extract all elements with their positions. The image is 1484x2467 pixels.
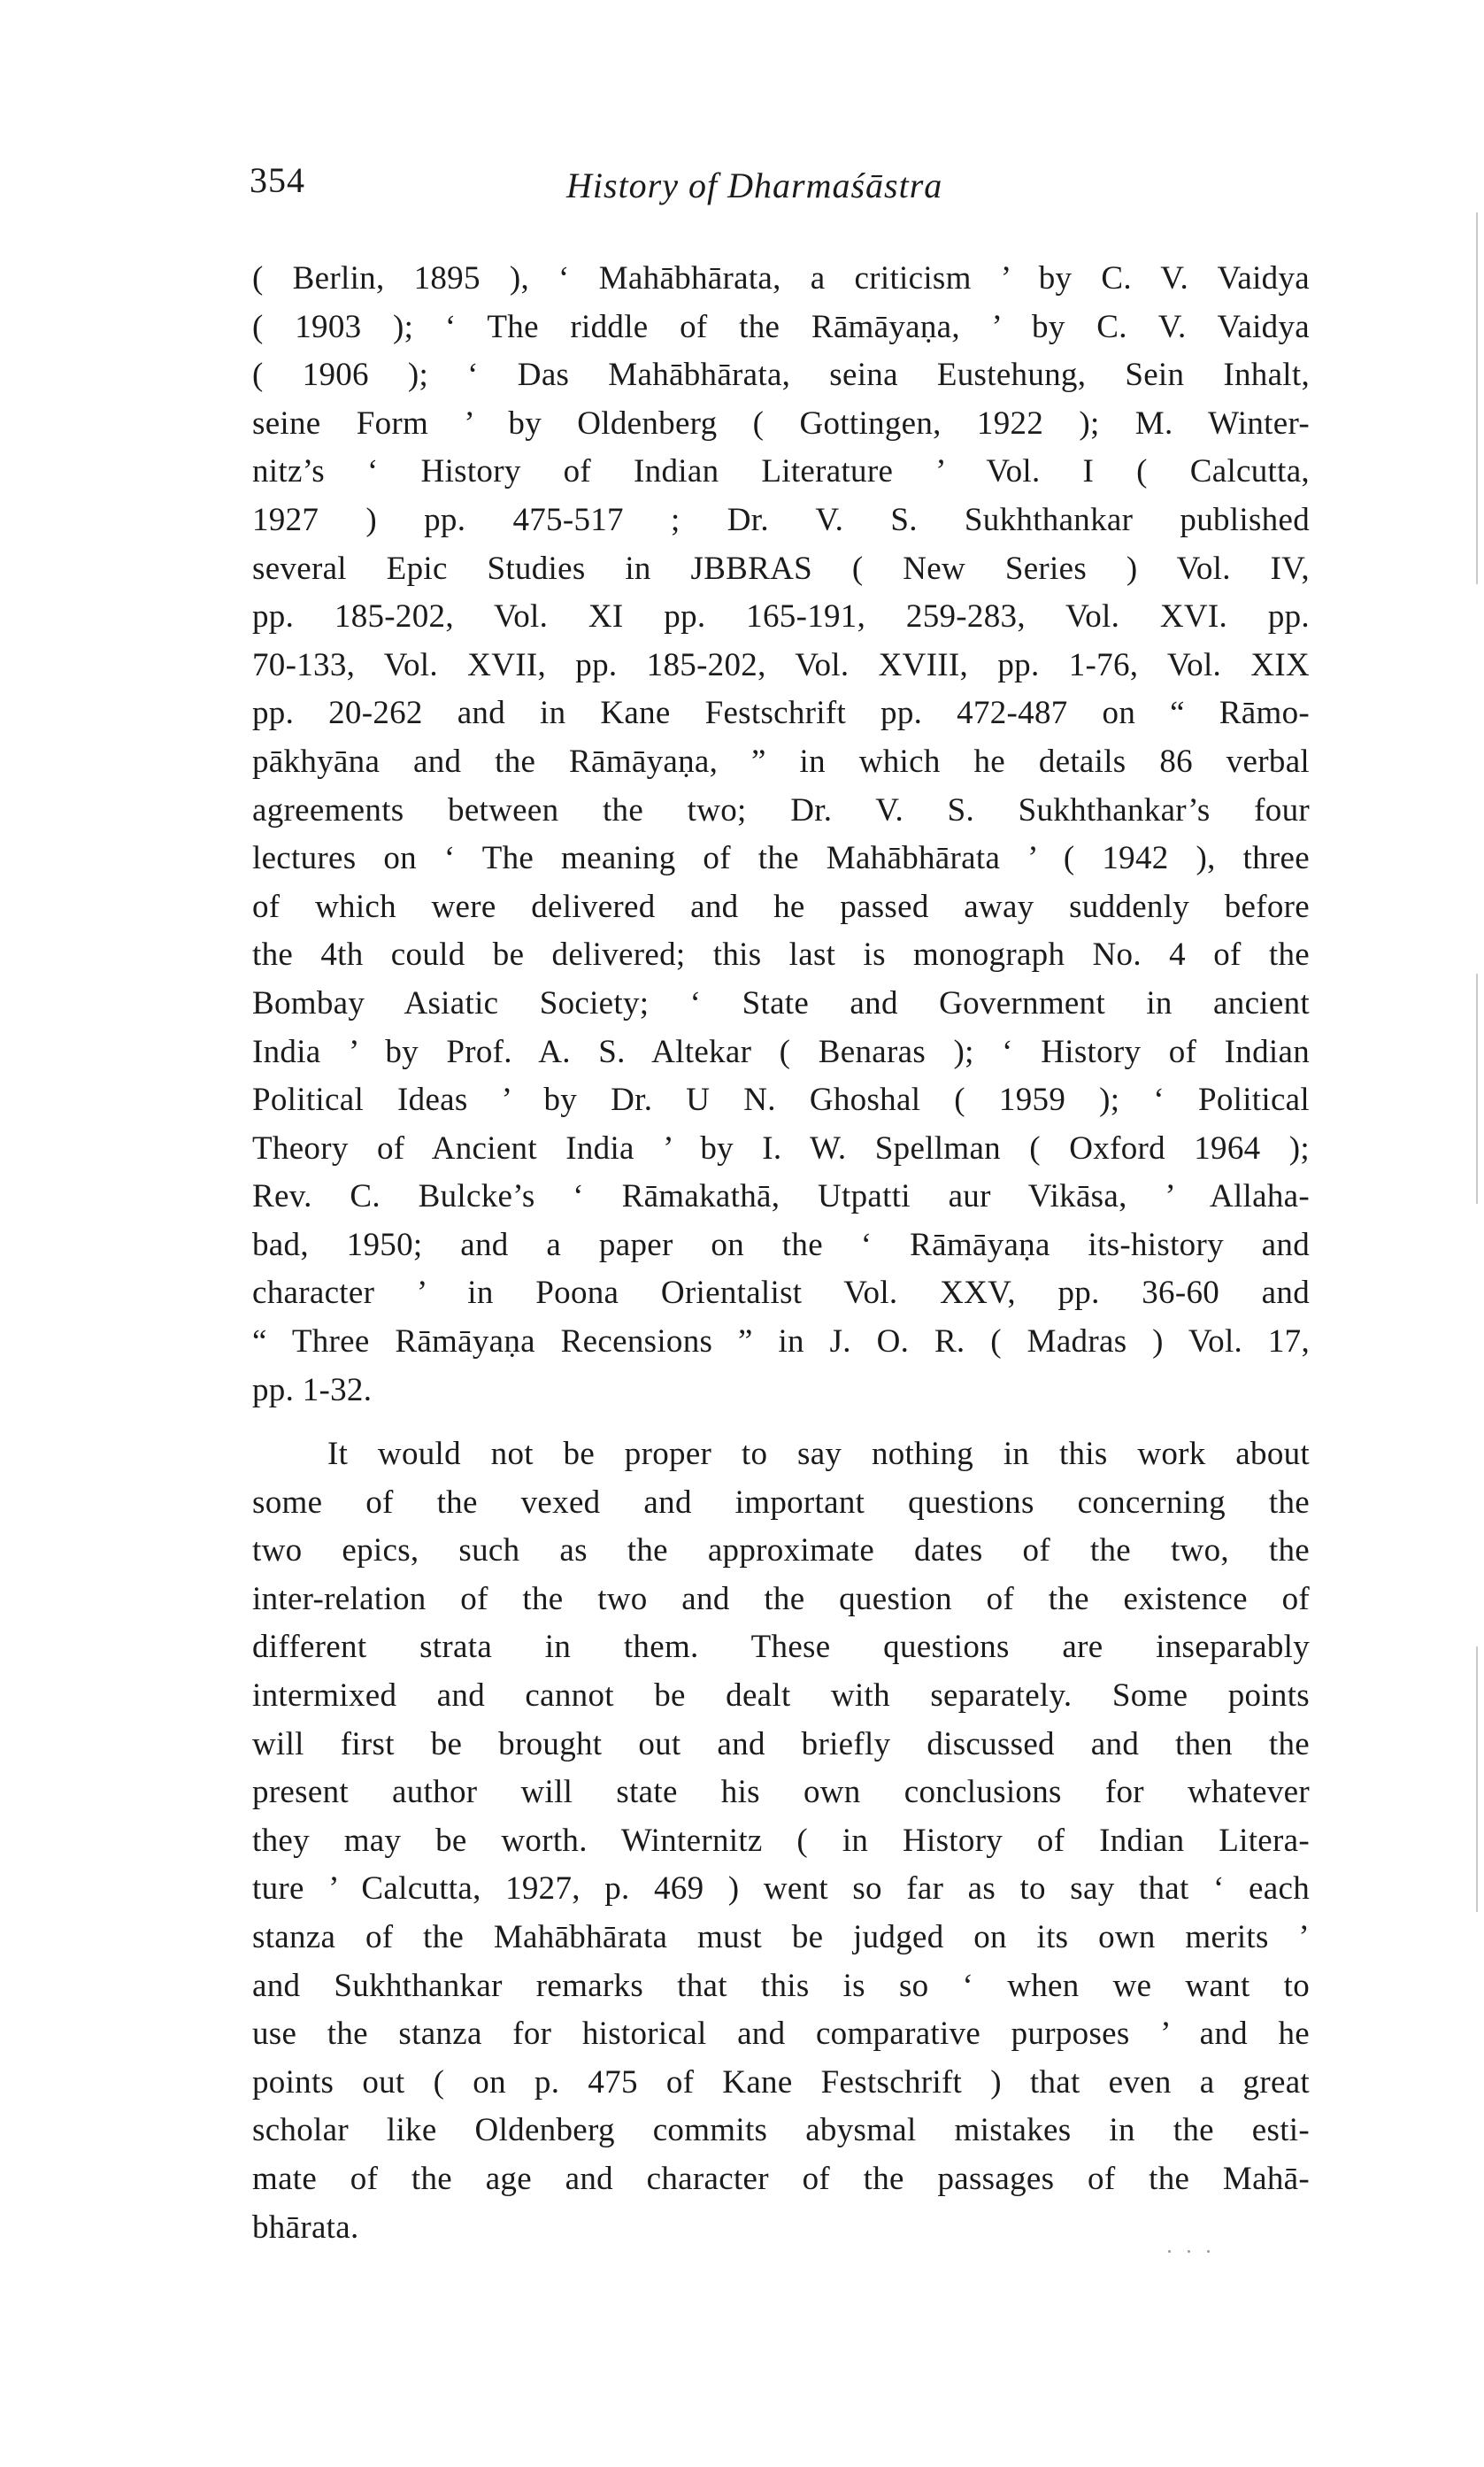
body-line: they may be worth. Winternitz ( in History of Indian Litera- [252, 1822, 1310, 1859]
footnote-line: 1927 ) pp. 475-517 ; Dr. V. S. Sukhthankar published [252, 501, 1310, 538]
footnote-line: pp. 1-32. [252, 1371, 373, 1408]
page-number: 354 [250, 160, 305, 200]
body-line: different strata in them. These questions are inseparably [252, 1629, 1310, 1666]
footnote-line: lectures on ‘ The meaning of the Mahābhārata ’ ( 1942 ), three [252, 840, 1310, 877]
footnote-line: pākhyāna and the Rāmāyaṇa, ” in which he details 86 verbal [252, 743, 1310, 780]
body-line: and Sukhthankar remarks that this is so ‘ when we want to [252, 1967, 1310, 2004]
body-line: will first be brought out and briefly discussed and then the [252, 1725, 1310, 1762]
running-title: History of Dharmaśāstra [566, 166, 943, 205]
body-line: some of the vexed and important questions concerning the [252, 1484, 1310, 1521]
footnote-line: of which were delivered and he passed away suddenly before [252, 888, 1310, 925]
body-line: It would not be proper to say nothing in this work about [327, 1436, 1310, 1472]
footnote-line: Theory of Ancient India ’ by I. W. Spellman ( Oxford 1964 ); [252, 1129, 1310, 1167]
footnote-line: the 4th could be delivered; this last is monograph No. 4 of the [252, 937, 1310, 974]
footnote-line: ( 1906 ); ‘ Das Mahābhārata, seina Eustehung, Sein Inhalt, [252, 357, 1310, 394]
body-line: inter-relation of the two and the question of the existence of [252, 1580, 1310, 1617]
footnote-line: Political Ideas ’ by Dr. U N. Ghoshal ( 1959 ); ‘ Political [252, 1082, 1310, 1119]
body-line: ture ’ Calcutta, 1927, p. 469 ) went so far as to say that ‘ each [252, 1870, 1310, 1908]
footnote-line: pp. 20-262 and in Kane Festschrift pp. 472-487 on “ Rāmo- [252, 695, 1310, 732]
footnote-line: ( Berlin, 1895 ), ‘ Mahābhārata, a criticism ’ by C. V. Vaidya [252, 260, 1310, 297]
footnote-line: ( 1903 ); ‘ The riddle of the Rāmāyaṇa, ’ by C. V. Vaidya [252, 308, 1310, 345]
footnote-paragraph [252, 255, 1310, 1415]
body-line: use the stanza for historical and comparative purposes ’ and he [252, 2016, 1310, 2053]
footnote-line: “ Three Rāmāyaṇa Recensions ” in J. O. R. ( Madras ) Vol. 17, [252, 1323, 1310, 1361]
footnote-line: Bombay Asiatic Society; ‘ State and Government in ancient [252, 984, 1310, 1021]
footnote-line: India ’ by Prof. A. S. Altekar ( Benaras ); ‘ History of Indian [252, 1033, 1310, 1070]
scan-speck [1188, 2250, 1190, 2253]
footnote-line: Rev. C. Bulcke’s ‘ Rāmakathā, Utpatti aur Vikāsa, ’ Allaha- [252, 1178, 1310, 1215]
body-line: scholar like Oldenberg commits abysmal mistakes in the esti- [252, 2112, 1310, 2149]
body-paragraph [252, 1430, 1310, 2252]
scan-margin-line [1476, 974, 1478, 1204]
footnote-line: bad, 1950; and a paper on the ‘ Rāmāyaṇa its-history and [252, 1226, 1310, 1263]
body-line: intermixed and cannot be dealt with separately. Some points [252, 1677, 1310, 1714]
body-line: stanza of the Mahābhārata must be judged on its own merits ’ [252, 1918, 1310, 1955]
footnote-line: seine Form ’ by Oldenberg ( Gottingen, 1922 ); M. Winter- [252, 405, 1310, 442]
body-line: two epics, such as the approximate dates of the two, the [252, 1532, 1310, 1569]
footnote-line: agreements between the two; Dr. V. S. Sukhthankar’s four [252, 791, 1310, 829]
scan-speck [1207, 2250, 1210, 2253]
footnote-line: several Epic Studies in JBBRAS ( New Series ) Vol. IV, [252, 550, 1310, 587]
footnote-line: nitz’s ‘ History of Indian Literature ’ Vol. I ( Calcutta, [252, 453, 1310, 490]
footnote-line: pp. 185-202, Vol. XI pp. 165-191, 259-283, Vol. XVI. pp. [252, 598, 1310, 636]
scan-speck [1168, 2250, 1171, 2253]
scan-margin-line [1476, 1646, 1478, 1912]
body-line: points out ( on p. 475 of Kane Festschrift ) that even a great [252, 2063, 1310, 2101]
footnote-line: character ’ in Poona Orientalist Vol. XXV, pp. 36-60 and [252, 1275, 1310, 1312]
body-line: mate of the age and character of the passages of the Mahā- [252, 2160, 1310, 2197]
scan-margin-line [1476, 212, 1478, 584]
body-line: bhārata. [252, 2209, 359, 2246]
body-line: present author will state his own conclusions for whatever [252, 1774, 1310, 1811]
footnote-line: 70-133, Vol. XVII, pp. 185-202, Vol. XVIII, pp. 1-76, Vol. XIX [252, 646, 1310, 683]
